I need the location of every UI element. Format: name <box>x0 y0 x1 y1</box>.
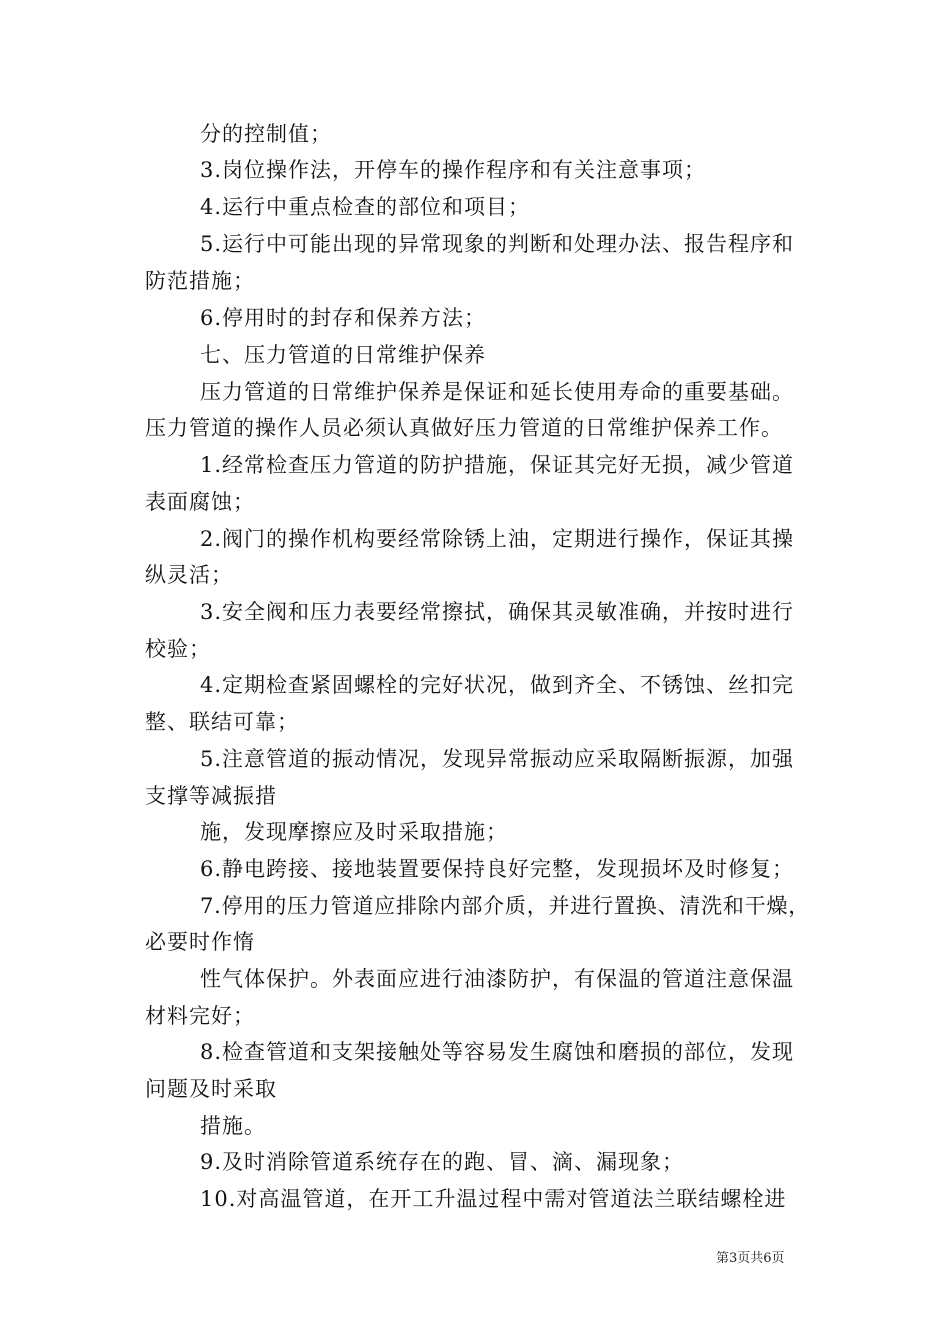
page-number: 第3页共6页 <box>716 1251 785 1266</box>
text-line: 支撑等减振措 <box>145 784 277 808</box>
text-line: 材料完好； <box>145 1004 255 1028</box>
text-line: 5.注意管道的振动情况，发现异常振动应采取隔断振源，加强 <box>200 747 795 771</box>
text-line: 压力管道的操作人员必须认真做好压力管道的日常维护保养工作。 <box>145 416 783 440</box>
text-line: 6.静电跨接、接地装置要保持良好完整，发现损坏及时修复； <box>200 857 795 881</box>
text-line: 校验； <box>145 637 211 661</box>
text-line: 2.阀门的操作机构要经常除锈上油，定期进行操作，保证其操 <box>200 527 795 551</box>
text-line: 施，发现摩擦应及时采取措施； <box>200 820 508 844</box>
text-line: 9.及时消除管道系统存在的跑、冒、滴、漏现象； <box>200 1150 685 1174</box>
text-line: 6.停用时的封存和保养方法； <box>200 306 487 330</box>
section-heading: 七、压力管道的日常维护保养 <box>200 343 486 367</box>
text-line: 3.安全阀和压力表要经常擦拭，确保其灵敏准确，并按时进行 <box>200 600 795 624</box>
text-line: 纵灵活； <box>145 563 233 587</box>
text-line: 性气体保护。外表面应进行油漆防护，有保温的管道注意保温 <box>200 967 794 991</box>
text-line: 3.岗位操作法，开停车的操作程序和有关注意事项； <box>200 158 707 182</box>
text-line: 1.经常检查压力管道的防护措施，保证其完好无损，减少管道 <box>200 453 795 477</box>
text-line: 4.运行中重点检查的部位和项目； <box>200 195 531 219</box>
text-line: 压力管道的日常维护保养是保证和延长使用寿命的重要基础。 <box>200 380 794 404</box>
text-line: 8.检查管道和支架接触处等容易发生腐蚀和磨损的部位，发现 <box>200 1040 795 1064</box>
text-line: 问题及时采取 <box>145 1077 277 1101</box>
text-line: 5.运行中可能出现的异常现象的判断和处理办法、报告程序和 <box>200 232 795 256</box>
text-line: 必要时作惰 <box>145 930 255 954</box>
text-line: 防范措施； <box>145 269 255 293</box>
text-line: 分的控制值； <box>200 122 332 146</box>
text-line: 7.停用的压力管道应排除内部介质，并进行置换、清洗和干燥， <box>200 894 811 918</box>
text-line: 措施。 <box>200 1114 266 1138</box>
text-line: 4.定期检查紧固螺栓的完好状况，做到齐全、不锈蚀、丝扣完 <box>200 673 795 697</box>
text-line: 整、联结可靠； <box>145 710 299 734</box>
text-line: 表面腐蚀； <box>145 490 255 514</box>
text-line: 10.对高温管道，在开工升温过程中需对管道法兰联结螺栓进 <box>200 1187 787 1211</box>
